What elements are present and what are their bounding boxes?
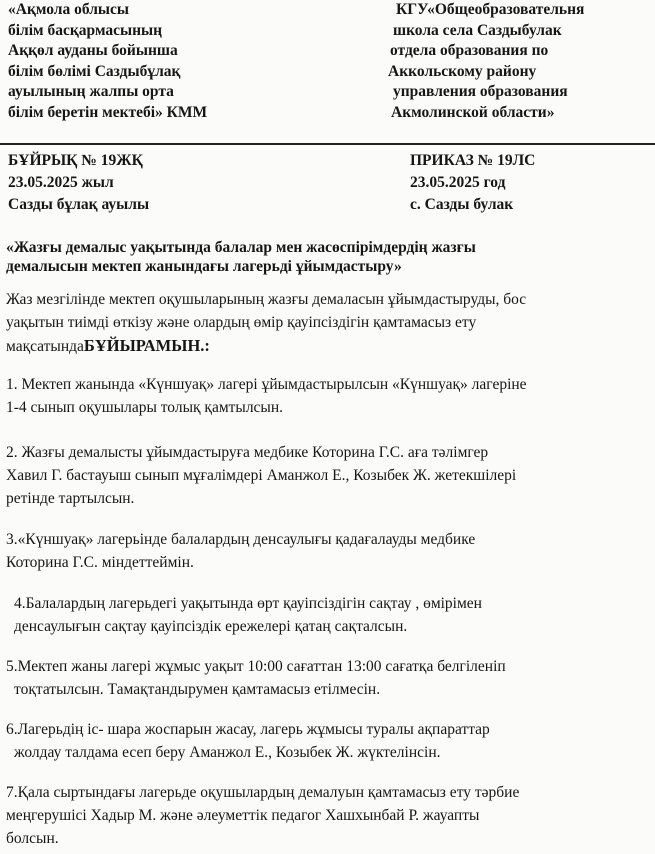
order-date: 23.05.2025 жыл bbox=[8, 174, 114, 191]
item-line: болсын. bbox=[6, 830, 59, 847]
order-number: ПРИКАЗ № 19ЛС bbox=[410, 152, 536, 169]
item-line: 2. Жазғы демалысты ұйымдастыруға медбике Которина Г.С. аға тәлімгер bbox=[6, 444, 489, 461]
intro-line: Жаз мезгілінде мектеп оқушыларының жазғы демаласын ұйымдастыруды, бос bbox=[6, 291, 527, 308]
order-item-6 bbox=[6, 718, 646, 764]
header-right-line: управления образования bbox=[393, 83, 568, 100]
intro-purpose: мақсатында bbox=[6, 338, 84, 355]
intro-line-last bbox=[6, 334, 646, 358]
header-left-line: білім басқармасының bbox=[8, 21, 163, 39]
header-left-line: «Ақмола облысы bbox=[8, 1, 129, 18]
item-line: тоқтатылсын. Тамақтандырумен қамтамасыз етілмесін. bbox=[14, 681, 381, 698]
item-line: 7.Қала сыртындағы лагерьде оқушылардың демалуын қамтамасыз ету тәрбие bbox=[6, 784, 520, 801]
order-item-5 bbox=[6, 655, 646, 701]
document-title bbox=[6, 238, 646, 276]
order-item-4 bbox=[14, 592, 654, 638]
item-line: жолдау талдама есеп беру Аманжол Е., Козыбек Ж. жүктелінсін. bbox=[14, 744, 441, 761]
header-right-line: Аккольскому району bbox=[388, 62, 537, 80]
item-line: меңгерушісі Хадыр М. және әлеуметтік педагог Хашхынбай Р. жауапты bbox=[6, 807, 480, 824]
order-info-kazakh bbox=[8, 150, 308, 216]
order-info-russian bbox=[410, 150, 650, 216]
item-line: 3.«Күншуақ» лагерьінде балалардың денсаулығы қадағалауды медбике bbox=[6, 531, 476, 548]
item-line: 1. Мектеп жанында «Күншуақ» лагері ұйымдастырылсын «Күншуақ» лагеріне bbox=[6, 376, 527, 393]
intro-line: уақытын тиімді өткізу және олардың өмір қауіпсіздігін қамтамасыз ету bbox=[6, 314, 477, 331]
intro-paragraph bbox=[6, 288, 646, 358]
item-line: ретінде тартылсын. bbox=[6, 490, 135, 507]
header-right-line: отдела образования по bbox=[390, 42, 549, 59]
item-line: Хавил Г. бастауыш сынып мұғалімдері Аманжол Е., Козыбек Ж. жетекшілері bbox=[6, 467, 517, 484]
header-right-line: КГУ«Общеобразовательня bbox=[396, 1, 585, 18]
order-place: с. Сазды булак bbox=[410, 196, 514, 213]
item-line: 4.Балалардың лагерьдегі уақытында өрт қауіпсіздігін сақтау , өмірімен bbox=[14, 595, 482, 612]
item-line: Которина Г.С. міндеттеймін. bbox=[6, 554, 194, 571]
item-line: 6.Лагерьдің іс- шара жоспарын жасау, лагерь жұмысы туралы ақпараттар bbox=[6, 721, 490, 738]
item-line: денсаулығын сақтау қауіпсіздік ережелері қатаң сақталсын. bbox=[14, 618, 408, 635]
order-place: Сазды бұлақ ауылы bbox=[8, 196, 150, 213]
order-date: 23.05.2025 год bbox=[410, 174, 506, 191]
header-right-line: школа села Саздыбулак bbox=[393, 21, 562, 39]
order-item-1 bbox=[6, 373, 646, 419]
order-keyword: БҰЙЫРАМЫН.: bbox=[83, 336, 210, 355]
header-right-line: Акмолинской области» bbox=[391, 103, 555, 121]
order-item-3 bbox=[6, 528, 646, 574]
header-russian-organization bbox=[388, 0, 653, 123]
item-line: 5.Мектеп жаны лагері жұмыс уақыт 10:00 сағаттан 13:00 сағатқа белгіленіп bbox=[6, 658, 506, 675]
order-number: БҰЙРЫҚ № 19ЖҚ bbox=[8, 152, 143, 169]
title-line: демалысын мектеп жанындағы лагерьді ұйымдастыру» bbox=[6, 258, 402, 275]
order-item-7 bbox=[6, 781, 646, 850]
item-line: 1-4 сынып оқушылары толық қамтылсын. bbox=[6, 399, 284, 416]
header-left-line: білім беретін мектебі» КММ bbox=[8, 103, 208, 121]
header-left-line: Аққөл ауданы бойынша bbox=[8, 42, 178, 59]
header-left-line: білім бөлімі Саздыбұлақ bbox=[8, 62, 181, 80]
order-item-2 bbox=[6, 441, 646, 510]
header-divider bbox=[0, 143, 655, 145]
title-line: «Жазғы демалыс уақытында балалар мен жасөспірімдердің жазғы bbox=[6, 239, 476, 256]
header-kazakh-organization bbox=[8, 0, 308, 123]
header-left-line: ауылының жалпы орта bbox=[8, 83, 174, 100]
